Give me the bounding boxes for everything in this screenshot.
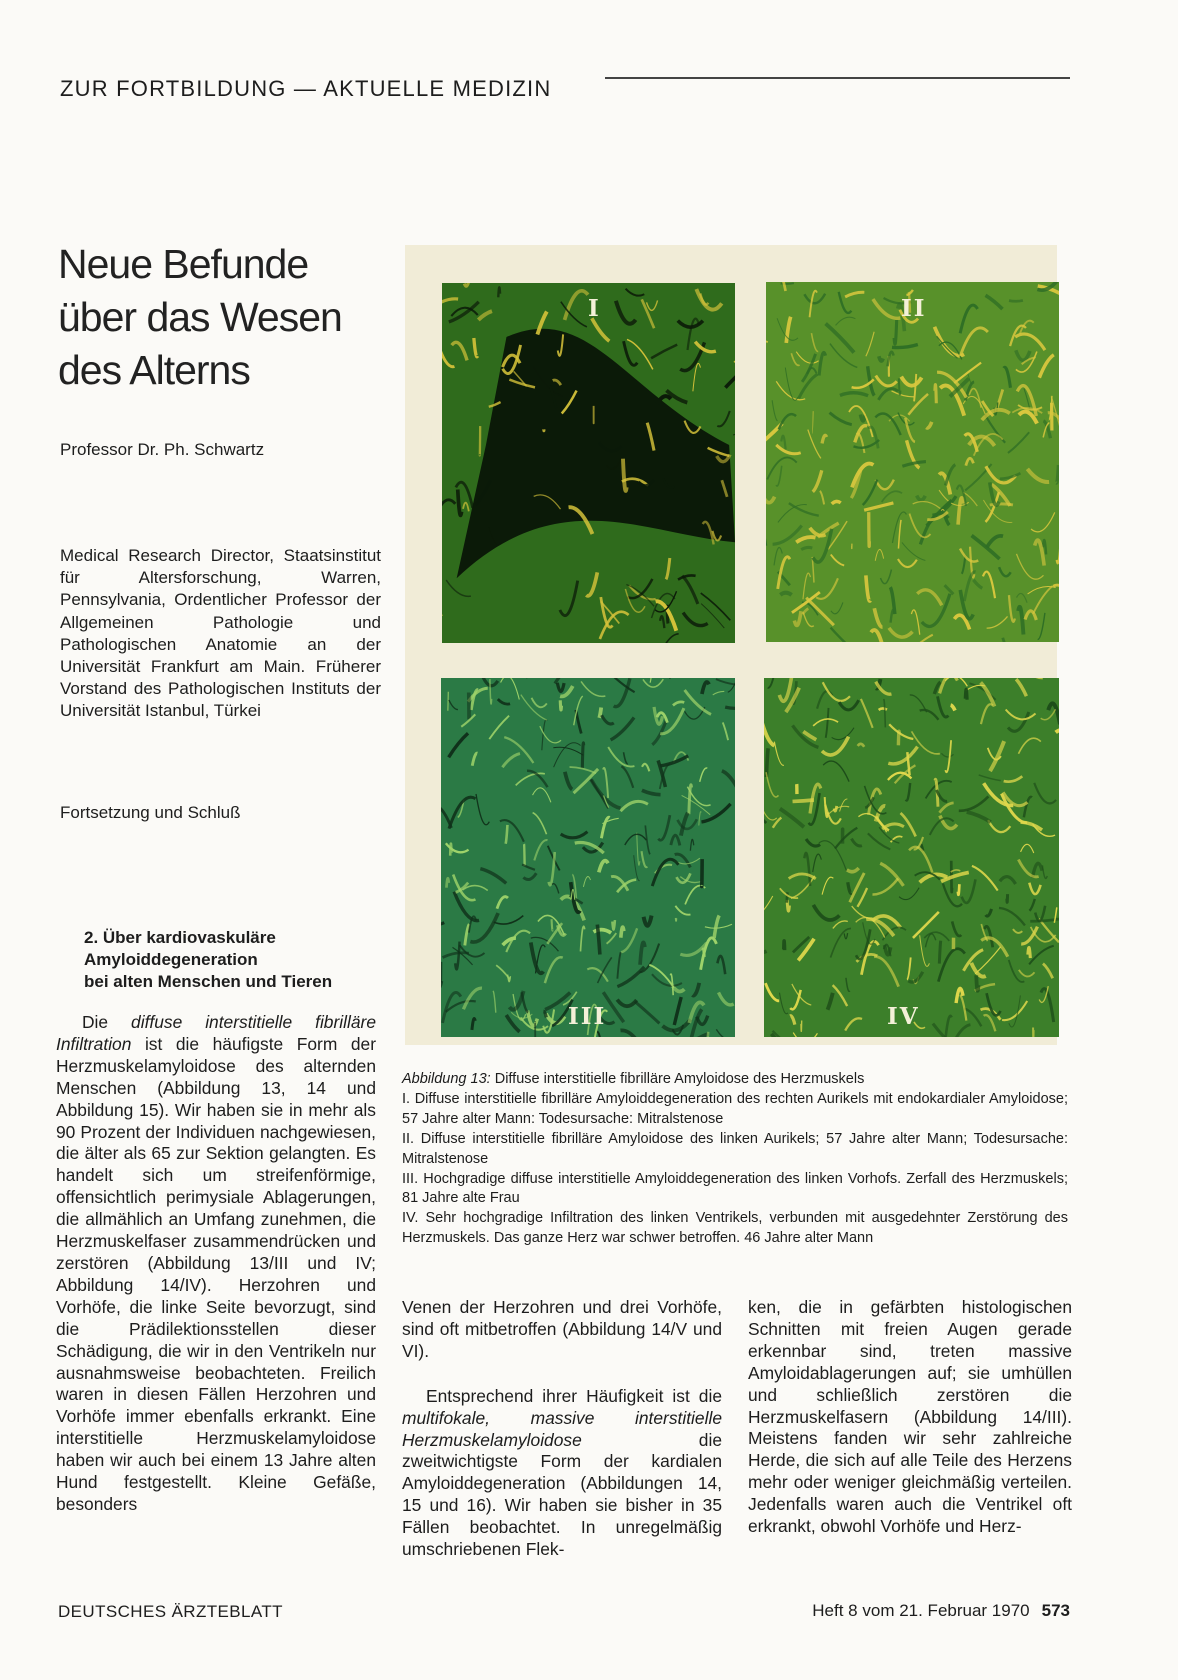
heading-line: Amyloiddegeneration [84, 950, 258, 969]
body-paragraph: Venen der Herzohren und drei Vorhöfe, sind oft mitbetroffen (Abbildung 14/V und VI). [402, 1297, 722, 1361]
journal-name: DEUTSCHES ÄRZTEBLATT [58, 1602, 283, 1621]
title-line: über das Wesen [58, 294, 342, 340]
figure-caption [402, 1070, 1068, 1249]
heading-line: 2. Über kardiovaskuläre [84, 928, 276, 947]
title-line: Neue Befunde [58, 241, 309, 287]
caption-item: II. Diffuse interstitielle fibrilläre Amyloidose des linken Aurikels; 57 Jahre alter Mann; Todesursache: Mitralstenose [402, 1130, 1068, 1167]
panel-label: I [588, 295, 601, 322]
article-title [58, 238, 418, 397]
section-header: ZUR FORTBILDUNG — AKTUELLE MEDIZIN [60, 76, 552, 101]
micrograph-panel-2 [766, 282, 1059, 642]
caption-item: I. Diffuse interstitielle fibrilläre Amyloiddegeneration des rechten Aurikels mit endokardialer Amyloidose; 57 Jahre alter Mann: Todesursache: Mitralstenose [402, 1090, 1068, 1127]
body-column-2 [402, 1297, 722, 1561]
page-number: 573 [1041, 1601, 1070, 1620]
header-rule [605, 77, 1070, 79]
panel-label: III [568, 1003, 607, 1030]
heading-line: bei alten Menschen und Tieren [84, 972, 333, 991]
micrograph-panel-1 [442, 283, 735, 643]
emphasis-term: multifokale, massive interstitielle Herzmuskelamyloidose [402, 1407, 722, 1450]
panel-label: IV [887, 1003, 920, 1030]
caption-item: III. Hochgradige diffuse interstitielle Amyloiddegeneration des linken Vorhofs. Zerfall des Herzmuskels; 81 Jahre alte Frau [402, 1170, 1068, 1207]
body-column-3 [748, 1297, 1072, 1538]
author-name: Professor Dr. Ph. Schwartz [60, 440, 265, 459]
issue-info [770, 1601, 1070, 1621]
body-paragraph: Die diffuse interstitielle fibrilläre Infiltration ist die häufigste Form der Herzmuskelamyloidose des alternden Menschen (Abbildung 13, 14 und Abbildung 15). Wir haben sie in mehr als 90 Prozent der Individuen nachgewiesen, die älter als 65 zur Sektion gelangten. Es handelt sich um streifenförmige, offensichtlich perimysiale Ablagerungen, die allmählich an Umfang zunehmen, die Herzmuskelfaser zusammendrücken und zerstören (Abbildung 13/III und IV; Abbildung 14/IV). Herzohren und Vorhöfe, die linke Seite bevorzugt, sind die Prädilektionsstellen dieser Schädigung, die wir in den Ventrikeln nur ausnahmsweise beobachteten. Freilich waren in diesen Fällen Herzohren und Vorhöfe immer ebenfalls erkrankt. Eine interstitielle Herzmuskelamyloidose haben wir auch bei einem 13 Jahre alten Hund festgestellt. Kleine Gefäße, besonders [56, 1012, 376, 1514]
panel-label: II [901, 295, 927, 322]
body-column-1 [56, 1012, 376, 1516]
caption-lead: Abbildung 13: Diffuse interstitielle fibrilläre Amyloidose des Herzmuskels [402, 1071, 865, 1087]
title-line: des Alterns [58, 347, 250, 393]
figure-13 [405, 245, 1057, 1045]
micrograph-panel-3 [441, 678, 735, 1037]
section-heading [84, 927, 384, 993]
micrograph-panel-4 [764, 678, 1059, 1037]
caption-item: IV. Sehr hochgradige Infiltration des linken Ventrikels, verbunden mit ausgedehnter Zerstörung des Herzmuskels. Das ganze Herz war schwer betroffen. 46 Jahre alter Mann [402, 1210, 1068, 1247]
body-paragraph: ken, die in gefärbten histologischen Schnitten mit freien Augen gerade erkennbar sind, treten massive Amyloidablagerungen auf; sie umhüllen und schließlich zerstören die Herzmuskelfasern (Abbildung 14/III). Meistens fanden wir sehr zahlreiche Herde, die sich auf alle Teile des Herzens mehr oder weniger gleichmäßig verteilen. Jedenfalls waren auch die Ventrikel oft erkrankt, obwohl Vorhöfe und Herz- [748, 1297, 1072, 1537]
body-paragraph: Entsprechend ihrer Häufigkeit ist die multifokale, massive interstitielle Herzmuskelamyloidose die zweitwichtigste Form der kardialen Amyloiddegeneration (Abbildungen 14, 15 und 16). Wir haben sie bisher in 35 Fällen beobachtet. In unregelmäßig umschriebenen Flek- [402, 1385, 722, 1560]
emphasis-term: diffuse interstitielle fibrilläre Infiltration [56, 1012, 376, 1054]
caption-label: Abbildung 13: [402, 1071, 491, 1087]
continuation-note: Fortsetzung und Schluß [60, 803, 241, 822]
issue-date: Heft 8 vom 21. Februar 1970 [812, 1601, 1030, 1620]
author-affiliation: Medical Research Director, Staatsinstitut für Altersforschung, Warren, Pennsylvania, Ordentlicher Professor der Allgemeinen Pathologie und Pathologischen Anatomie an der Universität Frankfurt am Main. Früherer Vorstand des Pathologischen Instituts der Universität Istanbul, Türkei [60, 546, 381, 721]
